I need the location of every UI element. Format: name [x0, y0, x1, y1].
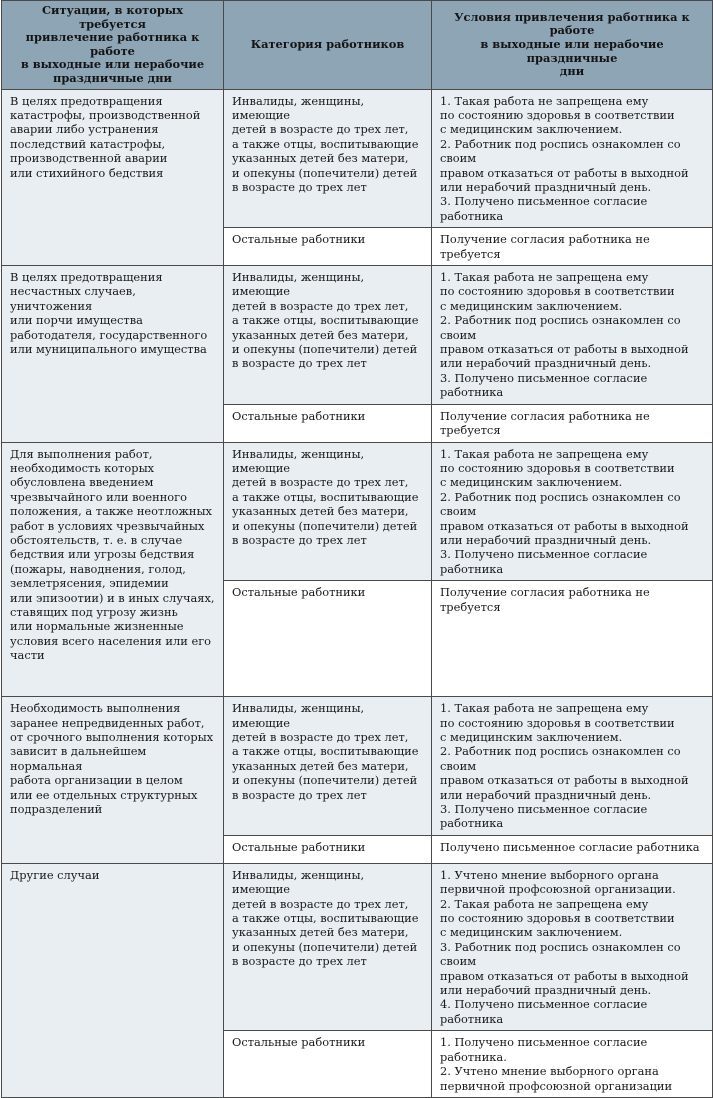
situation-cell: Необходимость выполнения заранее непредвиденных работ, от срочного выполнения которых зависит в дальнейшем нормальная работа организации в целом или ее отдельных структурных подразделений — [2, 697, 224, 864]
conditions-cell: 1. Учтено мнение выборного органа первичной профсоюзной организации. 2. Такая работа не запрещена ему по состоянию здоровья в соответствии с медицинским заключением. 3. Работник под роспись ознакомлен со своим правом отказаться от работы в выходной или нерабочий праздничный день. 4. Получено письменное согласие работника — [432, 863, 713, 1030]
category-cell: Инвалиды, женщины, имеющие детей в возрасте до трех лет, а также отцы, воспитывающие указанных детей без матери, и опекуны (попечители) детей в возрасте до трех лет — [224, 863, 432, 1030]
category-cell: Остальные работники — [224, 581, 432, 697]
table-row — [2, 863, 713, 1030]
conditions-cell: 1. Такая работа не запрещена ему по состоянию здоровья в соответствии с медицинским заключением. 2. Работник под роспись ознакомлен со своим правом отказаться от работы в выходной или нерабочий праздничный день. 3. Получено письменное согласие работника — [432, 266, 713, 405]
category-cell: Остальные работники — [224, 835, 432, 863]
conditions-cell: 1. Получено письменное согласие работника. 2. Учтено мнение выборного органа первичной профсоюзной организации — [432, 1031, 713, 1098]
situation-cell: В целях предотвращения несчастных случаев, уничтожения или порчи имущества работодателя, государственного или муниципального имущества — [2, 266, 224, 442]
conditions-cell: Получено письменное согласие работника — [432, 835, 713, 863]
category-cell: Инвалиды, женщины, имеющие детей в возрасте до трех лет, а также отцы, воспитывающие указанных детей без матери, и опекуны (попечители) детей в возрасте до трех лет — [224, 442, 432, 581]
conditions-cell: 1. Такая работа не запрещена ему по состоянию здоровья в соответствии с медицинским заключением. 2. Работник под роспись ознакомлен со своим правом отказаться от работы в выходной или нерабочий праздничный день. 3. Получено письменное согласие работника — [432, 697, 713, 836]
header-situations: Ситуации, в которых требуется привлечение работника к работе в выходные или нерабочие праздничные дни — [2, 1, 224, 90]
conditions-cell: Получение согласия работника не требуется — [432, 228, 713, 266]
conditions-cell: 1. Такая работа не запрещена ему по состоянию здоровья в соответствии с медицинским заключением. 2. Работник под роспись ознакомлен со своим правом отказаться от работы в выходной или нерабочий праздничный день. 3. Получено письменное согласие работника — [432, 89, 713, 228]
category-cell: Остальные работники — [224, 1031, 432, 1098]
header-worker-category: Категория работников — [224, 1, 432, 90]
category-cell: Инвалиды, женщины, имеющие детей в возрасте до трех лет, а также отцы, воспитывающие указанных детей без матери, и опекуны (попечители) детей в возрасте до трех лет — [224, 697, 432, 836]
table-row — [2, 266, 713, 405]
table-header-row — [2, 1, 713, 90]
header-conditions: Условия привлечения работника к работе в выходные или нерабочие праздничные дни — [432, 1, 713, 90]
situation-cell: В целях предотвращения катастрофы, производственной аварии либо устранения последствий катастрофы, производственной аварии или стихийного бедствия — [2, 89, 224, 265]
situation-cell: Для выполнения работ, необходимость которых обусловлена введением чрезвычайного или военного положения, а также неотложных работ в условиях чрезвычайных обстоятельств, т. е. в случае бедствия или угрозы бедствия (пожары, наводнения, голод, землетрясения, эпидемии или эпизоотии) и в иных случаях, ставящих под угрозу жизнь или нормальные жизненные условия всего населения или его части — [2, 442, 224, 697]
conditions-cell: Получение согласия работника не требуется — [432, 404, 713, 442]
category-cell: Инвалиды, женщины, имеющие детей в возрасте до трех лет, а также отцы, воспитывающие указанных детей без матери, и опекуны (попечители) детей в возрасте до трех лет — [224, 89, 432, 228]
category-cell: Остальные работники — [224, 404, 432, 442]
category-cell: Инвалиды, женщины, имеющие детей в возрасте до трех лет, а также отцы, воспитывающие указанных детей без матери, и опекуны (попечители) детей в возрасте до трех лет — [224, 266, 432, 405]
overtime-conditions-table — [1, 0, 713, 1098]
table-row — [2, 697, 713, 836]
situation-cell: Другие случаи — [2, 863, 224, 1097]
table-row — [2, 442, 713, 581]
conditions-cell: 1. Такая работа не запрещена ему по состоянию здоровья в соответствии с медицинским заключением. 2. Работник под роспись ознакомлен со своим правом отказаться от работы в выходной или нерабочий праздничный день. 3. Получено письменное согласие работника — [432, 442, 713, 581]
conditions-cell: Получение согласия работника не требуется — [432, 581, 713, 697]
category-cell: Остальные работники — [224, 228, 432, 266]
table-row — [2, 89, 713, 228]
